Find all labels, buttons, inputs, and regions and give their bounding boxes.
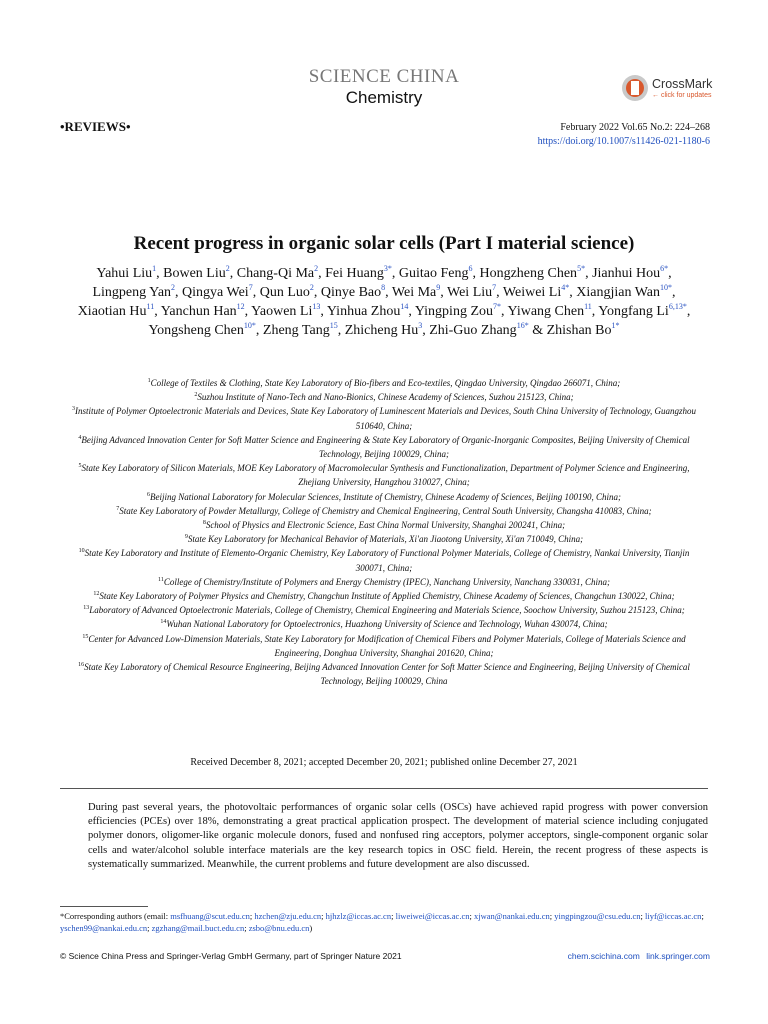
author-affiliation-mark[interactable]: 5* bbox=[577, 264, 586, 273]
author-name: Xiangjian Wan bbox=[576, 285, 661, 300]
affiliation-item bbox=[70, 433, 698, 461]
affiliation-text: State Key Laboratory for Mechanical Behavior of Materials, Xi'an Jiaotong University, Xi'an 710049, China; bbox=[187, 534, 584, 545]
author-affiliation-mark[interactable]: 7* bbox=[493, 302, 501, 311]
author-affiliation-mark[interactable]: 16* bbox=[516, 321, 529, 330]
author-name: Yanchun Han bbox=[160, 304, 237, 319]
affiliation-number: 4 bbox=[78, 434, 82, 441]
email-link[interactable]: zsbo@bnu.edu.cn bbox=[248, 923, 310, 933]
email-link[interactable]: hzchen@zju.edu.cn bbox=[254, 911, 322, 921]
copyright-notice: © Science China Press and Springer-Verlag GmbH Germany, part of Springer Nature 2021 bbox=[60, 951, 402, 961]
author-name: Chang-Qi Ma bbox=[236, 266, 315, 281]
author bbox=[148, 323, 255, 338]
author bbox=[345, 323, 422, 338]
author-affiliation-mark[interactable]: 9 bbox=[436, 283, 441, 292]
author-affiliation-mark[interactable]: 12 bbox=[236, 302, 245, 311]
affiliation-number: 6 bbox=[146, 491, 150, 498]
author-affiliation-mark[interactable]: 1 bbox=[152, 264, 157, 273]
doi-link[interactable]: https://doi.org/10.1007/s11426-021-1180-6 bbox=[537, 136, 710, 147]
affiliation-text: Center for Advanced Low-Dimension Materials, State Key Laboratory for Modification of Chemical Fibers and Polymer Materials, College of Materials Science and Engineering, Donghua University, Shanghai 201620, China; bbox=[88, 633, 686, 658]
paper-title: Recent progress in organic solar cells (Part I material science) bbox=[133, 233, 635, 254]
author bbox=[161, 304, 245, 319]
author bbox=[321, 285, 385, 300]
affiliation-text: Beijing National Laboratory for Molecular Sciences, Institute of Chemistry, Chinese Academy of Sciences, Beijing 100190, China; bbox=[149, 491, 621, 502]
affiliation-item bbox=[70, 461, 698, 489]
author-affiliation-mark[interactable]: 4* bbox=[561, 283, 570, 292]
author bbox=[92, 285, 175, 300]
affiliation-number: 5 bbox=[78, 463, 82, 470]
author-affiliation-mark[interactable]: 10* bbox=[660, 283, 673, 292]
crossmark-title: CrossMark bbox=[652, 77, 713, 91]
affiliation-number: 14 bbox=[160, 619, 167, 626]
email-link[interactable]: msfhuang@scut.edu.cn bbox=[170, 911, 250, 921]
received-dates: Received December 8, 2021; accepted December 20, 2021; published online December 27, 2021 bbox=[190, 757, 578, 768]
affiliation-number: 11 bbox=[158, 576, 164, 583]
corresponding-footnote: *Corresponding authors (email: msfhuang@scut.edu.cn; hzchen@zju.edu.cn; hjhzlz@iccas.ac.cn; liweiwei@iccas.ac.cn; xjwan@nankai.edu.cn; yingpingzou@csu.edu.cn; liyf@iccas.ac.cn; yschen99@nankai.edu.cn; zgzhang@mail.buct.edu.cn; zsbo@bnu.edu.cn) bbox=[60, 911, 704, 933]
author bbox=[263, 323, 338, 338]
author-name: Lingpeng Yan bbox=[92, 285, 172, 300]
author-list: Yahui Liu$^1$, Bowen Liu$^2$, Chang-Qi Ma$^2$, Fei Huang$^{3*}$, Guitao Feng$^6$, Hongzheng Chen$^{5*}$, Jianhui Hou$^{6*}$, Lingpeng Yan$^2$, Qingya Wei$^7$, Qun Luo$^2$, Qinye Bao$^8$, Wei Ma$^9$, Wei Liu$^7$, Weiwei $Li^{4*}$, Xiangjian Wan$^{10*}$, Xiaotian Hu$^{11}$, Yanchun Han$^{12}$, Yaowen Li$^{13}$, Yinhua Zhou$^{14}$, Yingping Zou$^{7*}$, Yiwang Chen$^{11}$, Yongfang $Li^{6,13*}$, Yongsheng Chen$^{10*}$, Zheng Tang$^{15}$, Zhicheng Hu$^3$, Zhi-Guo Zhang$^{16*}$ & Zhishan $Bo^{1*}$ bbox=[77, 264, 691, 338]
author-name: Wei Ma bbox=[391, 285, 437, 300]
author bbox=[399, 266, 473, 281]
author-name: Qinye Bao bbox=[320, 285, 382, 300]
author bbox=[503, 285, 569, 300]
author-affiliation-mark[interactable]: 6,13* bbox=[668, 302, 687, 311]
author-affiliation-mark[interactable]: 2 bbox=[225, 264, 230, 273]
author bbox=[479, 266, 585, 281]
affiliation-item bbox=[70, 575, 698, 589]
email-link[interactable]: xjwan@nankai.edu.cn bbox=[473, 911, 550, 921]
affiliation-item bbox=[70, 589, 698, 603]
affiliation-text: Wuhan National Laboratory for Optoelectronics, Huazhong University of Science and Technology, Wuhan 430074, China; bbox=[166, 619, 608, 630]
affiliation-item bbox=[70, 404, 698, 432]
author-affiliation-mark[interactable]: 3 bbox=[418, 321, 423, 330]
affiliation-text: School of Physics and Electronic Science, East China Normal University, Shanghai 200241, China; bbox=[205, 520, 566, 531]
author-affiliation-mark[interactable]: 2 bbox=[314, 264, 319, 273]
author bbox=[163, 266, 230, 281]
author-name: Hongzheng Chen bbox=[479, 266, 578, 281]
author bbox=[182, 285, 253, 300]
author-name: Yiwang Chen bbox=[507, 304, 585, 319]
chem-scichina-link[interactable]: chem.scichina.com bbox=[567, 951, 640, 961]
author-name: Zheng Tang bbox=[262, 323, 330, 338]
author-affiliation-mark[interactable]: 2 bbox=[171, 283, 176, 292]
author-affiliation-mark[interactable]: 11 bbox=[584, 302, 592, 311]
author-affiliation-mark[interactable]: 13 bbox=[312, 302, 321, 311]
author-affiliation-mark[interactable]: 6* bbox=[660, 264, 669, 273]
author bbox=[592, 266, 668, 281]
author-affiliation-mark[interactable]: 2 bbox=[309, 283, 314, 292]
author-name: Yongsheng Chen bbox=[148, 323, 244, 338]
author-name: Yingping Zou bbox=[414, 304, 493, 319]
abstract: During past several years, the photovoltaic performances of organic solar cells (OSCs) have achieved rapid progress with power conversion efficiencies (PCEs) over 18%, demonstrating a great practical application prospect. The development of material science including conjugated polymer donors, oligomer-like organic molecule donors, fused and nonfused ring acceptors, polymer acceptors, single-component organic solar cells and water/alcohol soluble interface materials are the key research topics in OSC field. Herein, the recent progress of these aspects is systematically summarized. Meanwhile, the current problems and future development are also discussed. bbox=[88, 802, 708, 870]
author bbox=[237, 266, 318, 281]
affiliation-item bbox=[70, 376, 698, 390]
affiliation-item bbox=[70, 603, 698, 617]
author-name: Wei Liu bbox=[447, 285, 493, 300]
affiliation-text: College of Chemistry/Institute of Polymers and Energy Chemistry (IPEC), Nanchang University, Nanchang 330031, China; bbox=[163, 576, 610, 587]
author bbox=[325, 266, 392, 281]
crossmark-badge[interactable] bbox=[622, 75, 732, 105]
author bbox=[392, 285, 440, 300]
author bbox=[415, 304, 501, 319]
affiliation-number: 9 bbox=[184, 534, 188, 541]
affiliation-item bbox=[70, 490, 698, 504]
author bbox=[96, 266, 156, 281]
affiliation-number: 7 bbox=[116, 505, 120, 512]
author-name: Zhicheng Hu bbox=[344, 323, 419, 338]
footnote-divider bbox=[60, 906, 148, 907]
author-name: Qun Luo bbox=[259, 285, 310, 300]
author-affiliation-mark[interactable]: 11 bbox=[146, 302, 155, 311]
author-name: Yongfang Li bbox=[598, 304, 669, 319]
affiliation-number: 10 bbox=[78, 548, 85, 555]
author-name: Qingya Wei bbox=[182, 285, 249, 300]
author-name: Yahui Liu bbox=[96, 266, 153, 281]
affiliation-text: State Key Laboratory of Silicon Materials, MOE Key Laboratory of Macromolecular Synthesis and Functionalization, Department of Polymer Science and Engineering, Zhejiang University, Hangzhou 310027, China; bbox=[81, 463, 690, 488]
affiliation-item bbox=[70, 504, 698, 518]
author bbox=[447, 285, 496, 300]
author-name: Zhishan Bo bbox=[546, 323, 612, 338]
author-affiliation-mark[interactable]: 10* bbox=[243, 321, 256, 330]
affiliation-item bbox=[70, 518, 698, 532]
author-name: Xiaotian Hu bbox=[77, 304, 147, 319]
affiliation-text: State Key Laboratory of Powder Metallurgy, College of Chemistry and Chemical Engineering, Central South University, Changsha 410083, China; bbox=[119, 505, 652, 516]
affiliation-text: Suzhou Institute of Nano-Tech and Nano-Bionics, Chinese Academy of Sciences, Suzhou 215123, China; bbox=[197, 392, 574, 403]
affiliation-number: 1 bbox=[147, 378, 151, 384]
email-link[interactable]: zgzhang@mail.buct.edu.cn bbox=[151, 923, 245, 933]
author bbox=[251, 304, 320, 319]
affiliation-text: State Key Laboratory of Chemical Resource Engineering, Beijing Advanced Innovation Center for Soft Matter Science and Engineering, Beijing University of Chemical Technology, Beijing 100029, China bbox=[84, 662, 690, 687]
volume-info: February 2022 Vol.65 No.2: 224–268 bbox=[560, 122, 710, 133]
author bbox=[547, 323, 620, 338]
author-affiliation-mark[interactable]: 15 bbox=[329, 321, 338, 330]
email-link[interactable]: liweiwei@iccas.ac.cn bbox=[395, 911, 470, 921]
journal-subject: Chemistry bbox=[345, 88, 423, 107]
author-affiliation-mark[interactable]: 6 bbox=[468, 264, 473, 273]
email-link[interactable]: hjhzlz@iccas.ac.cn bbox=[325, 911, 392, 921]
author bbox=[598, 304, 687, 319]
author-name: Weiwei Li bbox=[502, 285, 562, 300]
affiliation-item bbox=[70, 632, 698, 660]
affiliation-number: 3 bbox=[72, 406, 75, 413]
affiliation-text: State Key Laboratory and Institute of Elemento-Organic Chemistry, Key Laboratory of Functional Polymer Materials, College of Chemistry, Nankai University, Tianjin 300071, China; bbox=[84, 548, 690, 573]
affiliation-text: Beijing Advanced Innovation Center for Soft Matter Science and Engineering & State Key Laboratory of Organic-Inorganic Composites, Beijing University of Chemical Technology, Beijing 100029, China; bbox=[81, 434, 690, 460]
affiliation-number: 15 bbox=[82, 633, 89, 640]
author bbox=[78, 304, 155, 319]
affiliation-number: 2 bbox=[194, 392, 198, 399]
affiliation-item bbox=[70, 617, 698, 631]
email-link[interactable]: liyf@iccas.ac.cn bbox=[645, 911, 702, 921]
affiliation-text: College of Textiles & Clothing, State Key Laboratory of Bio-fibers and Eco-textiles, Qingdao University, Qingdao 266071, China; bbox=[150, 378, 621, 388]
affiliation-number: 13 bbox=[83, 605, 90, 612]
affiliation-list bbox=[70, 376, 698, 688]
email-link[interactable]: yschen99@nankai.edu.cn bbox=[60, 923, 148, 933]
author bbox=[327, 304, 409, 319]
affiliation-text: Laboratory of Advanced Optoelectronic Materials, College of Chemistry, Chemical Engineering and Materials Science, Soochow University, Suzhou 215123, China; bbox=[89, 605, 685, 616]
author bbox=[576, 285, 672, 300]
author-name: Yaowen Li bbox=[251, 304, 313, 319]
crossmark-icon bbox=[622, 75, 648, 101]
author bbox=[507, 304, 591, 319]
affiliation-item bbox=[70, 390, 698, 404]
affiliation-item bbox=[70, 532, 698, 546]
affiliation-text: State Key Laboratory of Polymer Physics and Chemistry, Changchun Institute of Applied Chemistry, Chinese Academy of Sciences, Changchun 130022, China; bbox=[99, 591, 675, 602]
author bbox=[429, 323, 528, 338]
affiliation-number: 8 bbox=[202, 520, 206, 527]
author-name: Bowen Liu bbox=[163, 266, 226, 281]
affiliation-text: Institute of Polymer Optoelectronic Materials and Devices, State Key Laboratory of Luminescent Materials and Devices, South China University of Technology, Guangzhou 510640, China; bbox=[75, 406, 696, 431]
author-affiliation-mark[interactable]: 7 bbox=[248, 283, 253, 292]
affiliation-item bbox=[70, 546, 698, 574]
author-name: Zhi-Guo Zhang bbox=[429, 323, 517, 338]
affiliation-number: 16 bbox=[78, 662, 85, 669]
author-affiliation-mark[interactable]: 3* bbox=[383, 264, 392, 273]
article-category: •REVIEWS• bbox=[60, 119, 131, 134]
crossmark-subtitle: ← click for updates bbox=[652, 92, 712, 99]
journal-name: SCIENCE CHINA bbox=[308, 66, 460, 87]
author-name: Fei Huang bbox=[325, 266, 384, 281]
author bbox=[260, 285, 314, 300]
author-name: Yinhua Zhou bbox=[326, 304, 401, 319]
author-name: Guitao Feng bbox=[398, 266, 469, 281]
footnote-label: *Corresponding authors (email: bbox=[60, 911, 171, 921]
footer-links bbox=[564, 951, 710, 961]
divider bbox=[60, 788, 708, 789]
author-affiliation-mark[interactable]: 1* bbox=[611, 321, 620, 330]
email-link[interactable]: yingpingzou@csu.edu.cn bbox=[554, 911, 641, 921]
author-affiliation-mark[interactable]: 8 bbox=[381, 283, 386, 292]
springer-link[interactable]: link.springer.com bbox=[646, 951, 710, 961]
affiliation-item bbox=[70, 660, 698, 688]
author-affiliation-mark[interactable]: 7 bbox=[492, 283, 497, 292]
affiliation-number: 12 bbox=[93, 591, 100, 598]
author-affiliation-mark[interactable]: 14 bbox=[400, 302, 409, 311]
author-name: Jianhui Hou bbox=[592, 266, 661, 281]
